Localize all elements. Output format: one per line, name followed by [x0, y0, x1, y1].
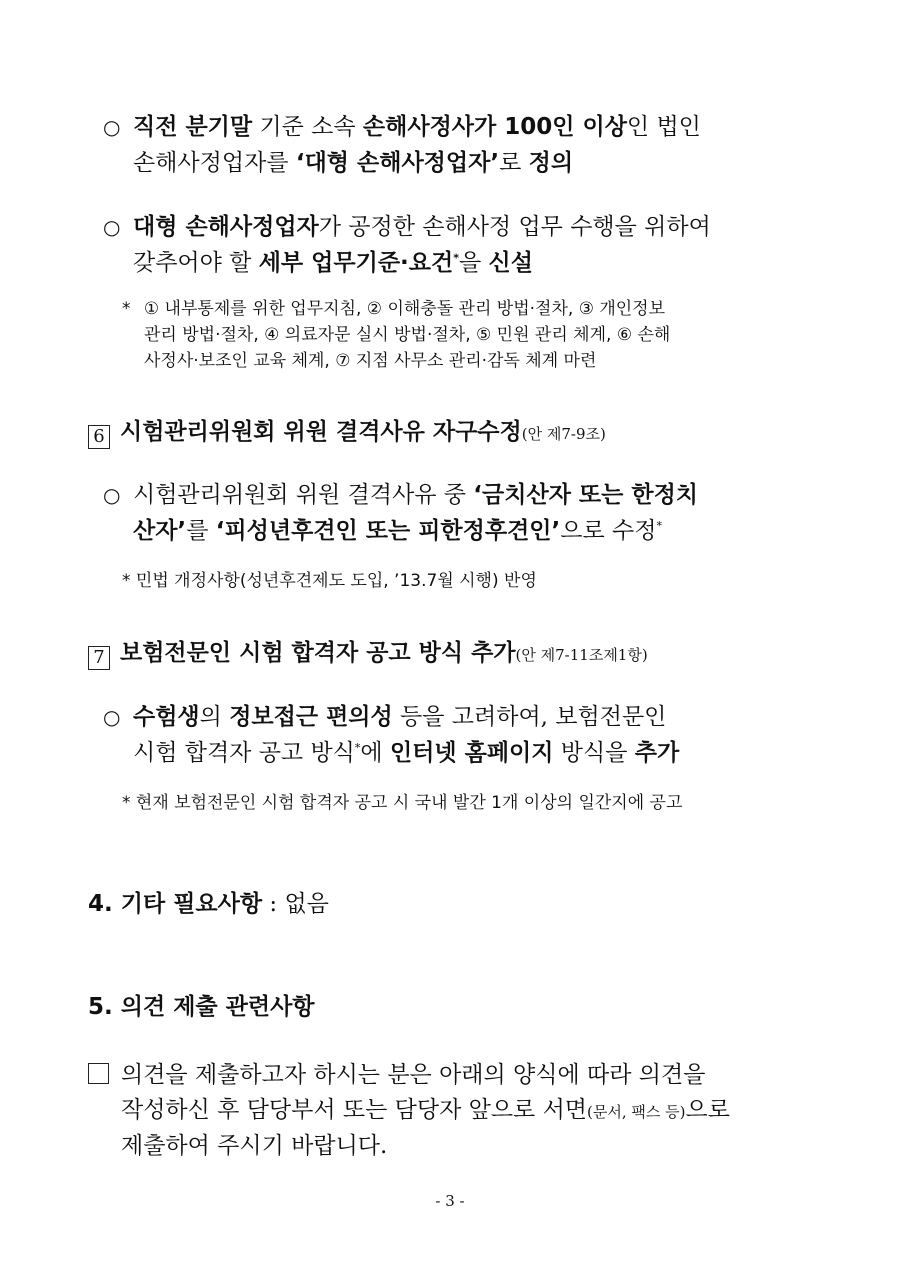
text-bold: ‘피성년후견인 또는 피한정후견인’ — [215, 518, 561, 544]
section-5-para-line3: 제출하여 주시기 바랍니다. — [121, 1133, 388, 1159]
section-4-title: 4. 기타 필요사항 — [88, 891, 263, 917]
bullet-2-line2 — [133, 252, 533, 275]
heading-6-ref: (안 제7-9조) — [521, 425, 606, 443]
text-small: (문서, 팩스 등) — [587, 1103, 686, 1121]
bullet-circle-icon: ○ — [103, 705, 121, 729]
bullet-1-line1-text — [133, 114, 701, 140]
text: 방식을 — [553, 740, 635, 766]
text: 작성하신 후 담당부서 또는 담당자 앞으로 서면 — [121, 1097, 588, 1123]
text: 으로 수정 — [560, 518, 657, 544]
bullet-circle-icon: ○ — [103, 483, 121, 507]
heading-7 — [88, 642, 648, 670]
text: 로 — [499, 150, 529, 176]
text-bold: 인터넷 홈페이지 — [389, 740, 554, 766]
separator: : — [262, 891, 285, 917]
text-bold: 수험생 — [133, 704, 200, 730]
note-star: * — [122, 299, 131, 319]
number-box: 6 — [88, 425, 110, 449]
note-2-line1 — [122, 301, 665, 318]
bullet-1-line2 — [133, 152, 573, 175]
section-5-title-text: 5. 의견 제출 관련사항 — [88, 994, 315, 1020]
footnote-marker: * — [453, 251, 459, 265]
heading-7-title: 보험전문인 시험 합격자 공고 방식 추가 — [120, 640, 516, 666]
text: 손해사정업자를 — [133, 150, 296, 176]
bullet-3-line1 — [103, 484, 698, 507]
bullet-4-line2 — [133, 742, 679, 765]
page-number: - 3 - — [435, 1192, 465, 1210]
section-4-value: 없음 — [284, 891, 329, 917]
footnote-marker: * — [656, 519, 662, 533]
footnote-marker: * — [354, 741, 361, 755]
text-bold: 산자’ — [133, 518, 187, 544]
bullet-2-line1-text — [133, 214, 711, 240]
text: 갖추어야 할 — [133, 250, 259, 276]
bullet-circle-icon: ○ — [103, 215, 121, 239]
text: 인 법인 — [626, 114, 701, 140]
text: 시험 합격자 공고 방식 — [133, 740, 355, 766]
text-bold: 세부 업무기준·요건 — [258, 250, 454, 276]
bullet-1-line2-text — [133, 150, 573, 176]
text: 의 — [199, 704, 230, 730]
text-bold: ‘대형 손해사정업자’ — [295, 150, 500, 176]
heading-6-title: 시험관리위원회 위원 결격사유 자구수정 — [120, 419, 522, 445]
checkbox-square-icon — [88, 1063, 109, 1084]
number-box: 7 — [88, 646, 110, 670]
text-bold: ‘금치산자 또는 한정치 — [473, 482, 699, 508]
text: 으로 — [685, 1097, 730, 1123]
text-bold: 손해사정사가 100인 이상 — [362, 114, 627, 140]
text: 가 공정한 손해사정 업무 수행을 위하여 — [318, 214, 711, 240]
note-text: ① 내부통제를 위한 업무지침, ② 이해충돌 관리 방법·절차, ③ 개인정보 — [143, 299, 666, 319]
text: 의견을 제출하고자 하시는 분은 아래의 양식에 따라 의견을 — [121, 1062, 706, 1088]
text: 를 — [186, 518, 216, 544]
note-2-line2: 관리 방법·절차, ④ 의료자문 실시 방법·절차, ⑤ 민원 관리 체계, ⑥ 손해 — [144, 325, 671, 345]
section-5-para-line2 — [121, 1099, 730, 1122]
section-5-para-line1 — [88, 1063, 705, 1087]
heading-7-ref: (안 제7-11조제1항) — [515, 646, 648, 664]
bullet-4-line1 — [103, 706, 666, 729]
text-bold: 신설 — [488, 250, 533, 276]
text: 등을 고려하여, 보험전문인 — [392, 704, 667, 730]
section-4 — [88, 893, 329, 916]
heading-6 — [88, 421, 606, 449]
bullet-circle-icon: ○ — [103, 115, 121, 139]
note-3: * 민법 개정사항(성년후견제도 도입, ’13.7월 시행) 반영 — [122, 571, 537, 591]
text-bold: 대형 손해사정업자 — [133, 214, 319, 240]
bullet-3-line2 — [133, 520, 662, 543]
text: 기준 소속 — [252, 114, 363, 140]
text: 시험관리위원회 위원 결격사유 중 — [133, 482, 474, 508]
note-4: * 현재 보험전문인 시험 합격자 공고 시 국내 발간 1개 이상의 일간지에 공고 — [122, 793, 683, 813]
text-bold: 직전 분기말 — [133, 114, 253, 140]
text-bold: 정의 — [528, 150, 574, 176]
note-2-line3: 사정사·보조인 교육 체계, ⑦ 지점 사무소 관리·감독 체계 마련 — [144, 351, 597, 371]
bullet-2-line1 — [103, 216, 711, 239]
text: 에 — [360, 740, 390, 766]
text: 을 — [458, 250, 489, 276]
bullet-1-line1 — [103, 116, 701, 139]
section-5-title — [88, 996, 315, 1019]
text-bold: 추가 — [634, 740, 680, 766]
text-bold: 정보접근 편의성 — [229, 704, 393, 730]
